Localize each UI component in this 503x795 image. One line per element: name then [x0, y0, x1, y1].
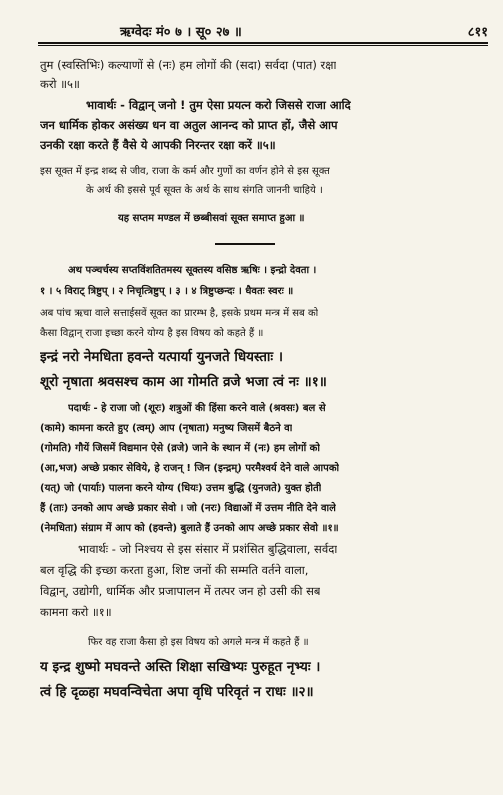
sukta-intro-line: अथ पञ्चर्चस्य सप्तविंशतितमस्य सूक्तस्य वसिष्ठ ऋषिः । इन्द्रो देवता ।	[68, 265, 317, 276]
intro-text-line: कैसा विद्वान् राजा इच्छा करने योग्य है इस विषय को कहते हैं ॥	[40, 328, 264, 339]
bhavartha-line: विद्वान्, उद्योगी, धार्मिक और प्रजापालन में तत्पर जन हो उसी की सब	[40, 584, 321, 598]
padartha-line: (आ,भज) अच्छे प्रकार सेविये, हे राजन् ! जिन (इन्द्रम्) परमैश्वर्य देने वाले आपको	[40, 463, 340, 474]
padartha-line: (गोमति) गौयें जिसमें विद्यमान ऐसे (व्रजे) जाने के स्थान में (नः) हम लोगों को	[40, 443, 320, 454]
text-line: करो ॥५॥	[40, 77, 80, 91]
page-header	[40, 22, 488, 40]
bhavartha-heading-line: भावार्थः - विद्वान् जनो ! तुम ऐसा प्रयत्न करो जिससे राजा आदि	[86, 98, 351, 112]
bhavartha-line: कामना करो ॥१॥	[40, 605, 112, 619]
text-line: जन धार्मिक होकर असंख्य धन वा अतुल आनन्द को प्राप्त हों, जैसे आप	[40, 118, 338, 132]
mantra-line: इन्द्रं नरो नेमधिता हवन्ते यत्पार्या युनजते धियस्ताः ।	[40, 349, 283, 365]
padartha-line: पदार्थः - हे राजा जो (शूरः) शत्रुओं की हिंसा करने वाले (श्रवसः) बल से	[68, 403, 326, 414]
section-divider	[215, 243, 275, 245]
running-title: ऋग्वेदः मं० ७ । सू० २७ ॥	[120, 25, 242, 40]
summary-line: इस सूक्त में इन्द्र शब्द से जीव, राजा के कर्म और गुणों का वर्णन होने से इस सूक्त	[40, 166, 330, 177]
padartha-line: (यत्) जो (पार्याः) पालना करने योग्य (धियः) उत्तम बुद्धि (युनजते) युक्त होती	[40, 483, 322, 494]
summary-line: के अर्थ की इससे पूर्व सूक्त के अर्थ के साथ संगति जाननी चाहिये ।	[86, 185, 323, 196]
bhavartha-line: बल वृद्धि की इच्छा करता हुआ, शिष्ट जनों की सम्मति वर्तने वाला,	[40, 563, 309, 577]
text-line: तुम (स्वस्तिभिः) कल्याणों से (नः) हम लोगों की (सदा) सर्वदा (पात) रक्षा	[40, 58, 337, 72]
text-line: उनकी रक्षा करते हैं वैसे ये आपकी निरन्तर रक्षा करें ॥५॥	[40, 138, 276, 152]
sukta-completion-note: यह सप्तम मण्डल में छब्बीसवां सूक्त समाप्त हुआ ॥	[118, 213, 305, 224]
padartha-line: हैं (ताः) उनको आप अच्छे प्रकार सेवो । जो (नरः) विद्याओं में उत्तम नीति देने वाले	[40, 503, 336, 514]
header-rule	[38, 42, 488, 44]
padartha-line: (कामे) कामना करते हुए (त्वम्) आप (नृषाता) मनुष्य जिसमें बैठने वा	[40, 423, 293, 434]
page-number: ८११	[467, 25, 488, 40]
metre-line: १ । ५ विराट् त्रिष्टुप् । २ निचृत्त्रिष्टुप् । ३ । ४ त्रिष्टुप्छन्दः । धैवतः स्वरः ॥	[40, 286, 294, 297]
padartha-line: (नेमधिता) संग्राम में आप को (हवन्ते) बुलाते हैं उनको आप अच्छे प्रकार सेवो ॥१॥	[40, 523, 339, 534]
mantra-line: शूरो नृषाता श्रवसश्च काम आ गोमति व्रजे भजा त्वं नः ॥१॥	[40, 374, 327, 390]
header-rule-secondary	[38, 45, 488, 46]
mantra-line: त्वं हि दृळ्हा मघवन्विचेता अपा वृधि परिवृतं न राधः ॥२॥	[40, 684, 314, 700]
mantra-line: य इन्द्र शुष्मो मघवन्ते अस्ति शिक्षा सखिभ्यः पुरुहूत नृभ्यः ।	[40, 659, 321, 675]
bhavartha-line: भावार्थः - जो निश्चय से इस संसार में प्रशंसित बुद्धिवाला, सर्वदा	[78, 542, 338, 556]
next-mantra-intro: फिर वह राजा कैसा हो इस विषय को अगले मन्त्र में कहते हैं ॥	[88, 637, 309, 648]
intro-text-line: अब पांच ऋचा वाले सत्ताईसवें सूक्त का प्रारम्भ है, इसके प्रथम मन्त्र में सब को	[40, 308, 319, 319]
